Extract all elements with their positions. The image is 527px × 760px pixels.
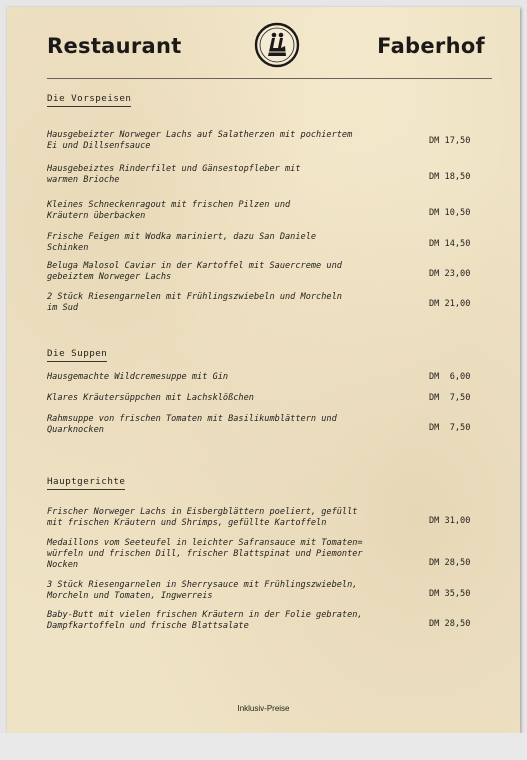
menu-item: Medaillons vom Seeteufel in leichter Safransauce mit Tomaten= würfeln und frischen Dill, frischer Blattspinat und Piemonter Nocken bbox=[47, 538, 363, 570]
menu-item: Hausgebeizter Norweger Lachs auf Salatherzen mit pochiertem Ei und Dillsenfsauce bbox=[47, 130, 353, 151]
scan-margin bbox=[0, 733, 527, 760]
menu-item: Frischer Norweger Lachs in Eisbergblättern poeliert, gefüllt mit frischen Kräutern und Shrimps, gefüllte Kartoffeln bbox=[47, 507, 358, 528]
menu-item-price: DM 31,00 bbox=[429, 516, 471, 526]
menu-item: Beluga Malosol Caviar in der Kartoffel mit Sauercreme und gebeiztem Norweger Lachs bbox=[47, 261, 342, 282]
menu-item: Klares Kräutersüppchen mit Lachsklößchen bbox=[47, 393, 254, 403]
menu-item-price: DM 35,50 bbox=[429, 589, 471, 599]
menu-item: 3 Stück Riesengarnelen in Sherrysauce mit Frühlingszwiebeln, Morcheln und Tomaten, Ingwerreis bbox=[47, 580, 358, 601]
menu-item-price: DM 18,50 bbox=[429, 172, 471, 182]
menu-item: Kleines Schneckenragout mit frischen Pilzen und Kräutern überbacken bbox=[47, 200, 291, 221]
restaurant-logo bbox=[254, 22, 300, 68]
section-title-suppen: Die Suppen bbox=[47, 348, 107, 362]
menu-item-price: DM 7,50 bbox=[429, 393, 471, 403]
menu-item: Frische Feigen mit Wodka mariniert, dazu San Daniele Schinken bbox=[47, 232, 317, 253]
menu-item-price: DM 23,00 bbox=[429, 269, 471, 279]
header-divider bbox=[47, 78, 492, 79]
section-title-vorspeisen: Die Vorspeisen bbox=[47, 93, 131, 107]
menu-item: Rahmsuppe von frischen Tomaten mit Basilikumblättern und Quarknocken bbox=[47, 414, 337, 435]
menu-item: 2 Stück Riesengarnelen mit Frühlingszwiebeln und Morcheln im Sud bbox=[47, 292, 342, 313]
restaurant-word: Restaurant bbox=[47, 34, 182, 58]
menu-item-price: DM 21,00 bbox=[429, 299, 471, 309]
menu-item: Hausgebeiztes Rinderfilet und Gänsestopfleber mit warmen Brioche bbox=[47, 164, 301, 185]
menu-item: Hausgemachte Wildcremesuppe mit Gin bbox=[47, 372, 229, 382]
menu-item-price: DM 6,00 bbox=[429, 372, 471, 382]
menu-item: Baby-Butt mit vielen frischen Kräutern in der Folie gebraten, Dampfkartoffeln und frische Blattsalate bbox=[47, 610, 363, 631]
menu-item-price: DM 10,50 bbox=[429, 208, 471, 218]
menu-item-price: DM 7,50 bbox=[429, 423, 471, 433]
faberhof-word: Faberhof bbox=[377, 34, 485, 58]
section-title-hauptgerichte: Hauptgerichte bbox=[47, 476, 125, 490]
menu-page bbox=[7, 7, 520, 733]
menu-item-price: DM 28,50 bbox=[429, 619, 471, 629]
menu-item-price: DM 17,50 bbox=[429, 136, 471, 146]
menu-item-price: DM 14,50 bbox=[429, 239, 471, 249]
footer-note: Inklusiv-Preise bbox=[237, 704, 290, 713]
menu-item-price: DM 28,50 bbox=[429, 558, 471, 568]
